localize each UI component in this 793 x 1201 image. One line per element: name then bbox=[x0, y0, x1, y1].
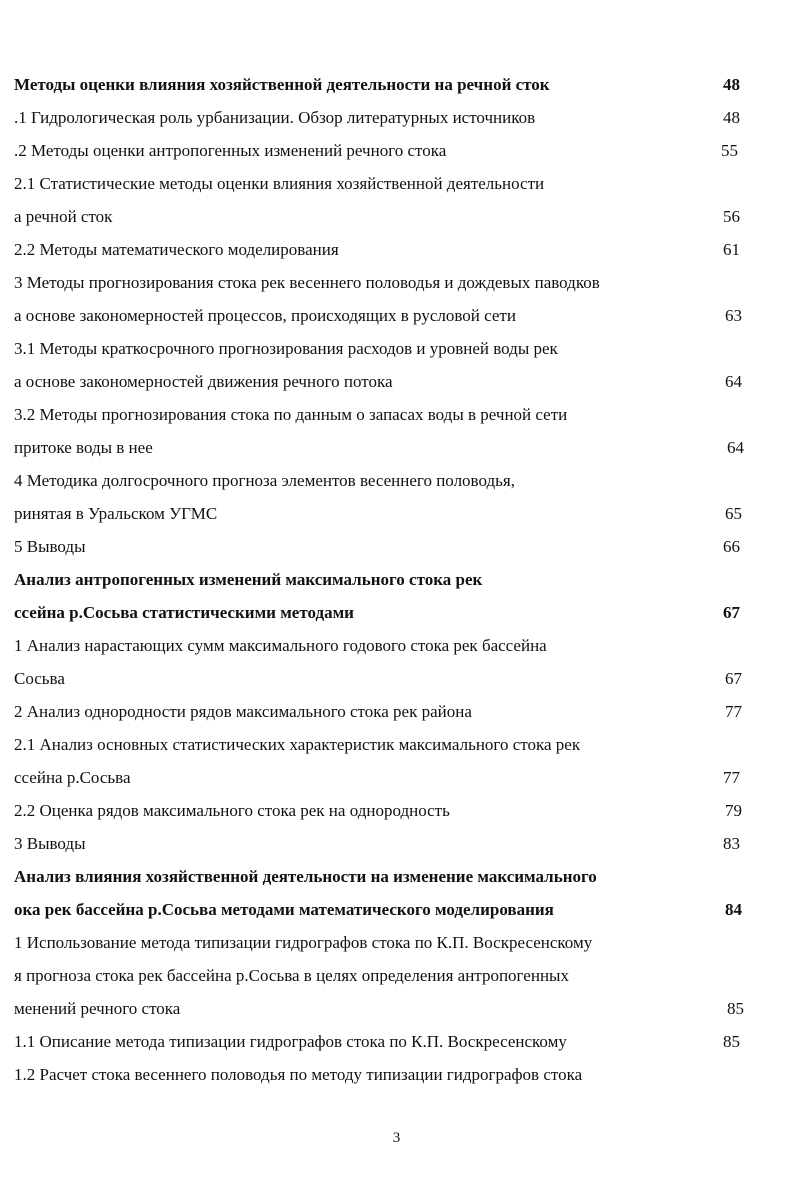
page-number: 3 bbox=[392, 1130, 401, 1146]
toc-entry-title: ринятая в Уральском УГМС bbox=[14, 504, 218, 523]
toc-entry bbox=[0, 598, 793, 628]
toc-entry-title: 5 Выводы bbox=[14, 537, 86, 556]
toc-entry-title: ссейна р.Сосьва статистическими методами bbox=[14, 603, 354, 622]
toc-entry-page: 67 bbox=[723, 603, 740, 622]
toc-entry-title: я прогноза стока рек бассейна р.Сосьва в целях определения антропогенных bbox=[14, 966, 569, 985]
toc-entry-page: 83 bbox=[723, 834, 740, 853]
toc-entry-page: 61 bbox=[723, 240, 740, 259]
toc-entry-title: ока рек бассейна р.Сосьва методами математического моделирования bbox=[14, 900, 554, 919]
toc-entry-title: 1.1 Описание метода типизации гидрографов стока по К.П. Воскресенскому bbox=[14, 1032, 567, 1051]
toc-entry bbox=[0, 532, 793, 562]
toc-entry-title: 2.1 Статистические методы оценки влияния хозяйственной деятельности bbox=[14, 174, 545, 193]
toc-entry-title: 4 Методика долгосрочного прогноза элементов весеннего половодья, bbox=[14, 471, 515, 490]
toc-entry bbox=[0, 466, 793, 496]
toc-entry bbox=[0, 202, 793, 232]
toc-entry-title: 3 Методы прогнозирования стока рек весеннего половодья и дождевых паводков bbox=[14, 273, 600, 292]
toc-entry-title: .2 Методы оценки антропогенных изменений речного стока bbox=[14, 141, 447, 160]
toc-entry bbox=[0, 730, 793, 760]
toc-entry-title: 3.1 Методы краткосрочного прогнозирования расходов и уровней воды рек bbox=[14, 339, 558, 358]
toc-entry-title: .1 Гидрологическая роль урбанизации. Обзор литературных источников bbox=[14, 108, 536, 127]
toc-entry bbox=[0, 565, 793, 595]
toc-entry-title: Анализ влияния хозяйственной деятельности на изменение максимального bbox=[14, 867, 597, 886]
toc-entry-page: 77 bbox=[723, 768, 740, 787]
toc-entry-title: Анализ антропогенных изменений максимального стока рек bbox=[14, 570, 483, 589]
toc-entry-title: 2.1 Анализ основных статистических характеристик максимального стока рек bbox=[14, 735, 581, 754]
toc-entry-title: 1 Использование метода типизации гидрографов стока по К.П. Воскресенскому bbox=[14, 933, 593, 952]
toc-entry-page: 55 bbox=[721, 141, 738, 160]
toc-entry-page: 66 bbox=[723, 537, 740, 556]
toc-entry-page: 48 bbox=[723, 108, 740, 127]
toc-entry-title: 3.2 Методы прогнозирования стока по данным о запасах воды в речной сети bbox=[14, 405, 568, 424]
toc-entry bbox=[0, 697, 793, 727]
toc-entry bbox=[0, 829, 793, 859]
toc-entry-title: Сосьва bbox=[14, 669, 65, 688]
toc-entry-title: менений речного стока bbox=[14, 999, 181, 1018]
toc-entry bbox=[0, 103, 793, 133]
toc-entry-page: 63 bbox=[725, 306, 742, 325]
toc-entry-page: 84 bbox=[725, 900, 742, 919]
toc-entry-title: притоке воды в нее bbox=[14, 438, 153, 457]
toc-entry bbox=[0, 664, 793, 694]
toc-entry bbox=[0, 136, 793, 166]
toc-entry-page: 65 bbox=[725, 504, 742, 523]
toc-entry bbox=[0, 301, 793, 331]
toc-entry bbox=[0, 631, 793, 661]
toc-entry-title: 1 Анализ нарастающих сумм максимального годового стока рек бассейна bbox=[14, 636, 547, 655]
toc-entry bbox=[0, 763, 793, 793]
toc-entry-title: Методы оценки влияния хозяйственной деятельности на речной сток bbox=[14, 75, 550, 94]
toc-entry bbox=[0, 169, 793, 199]
toc-entry bbox=[0, 268, 793, 298]
toc-entry-title: 3 Выводы bbox=[14, 834, 86, 853]
toc-entry bbox=[0, 433, 793, 463]
toc-entry bbox=[0, 367, 793, 397]
toc-entry bbox=[0, 1027, 793, 1057]
toc-entry-page: 79 bbox=[725, 801, 742, 820]
toc-entry-title: а основе закономерностей движения речного потока bbox=[14, 372, 393, 391]
toc-entry-page: 64 bbox=[725, 372, 742, 391]
toc-entry-page: 48 bbox=[723, 75, 740, 94]
toc-entry bbox=[0, 499, 793, 529]
toc-entry-page: 64 bbox=[727, 438, 744, 457]
toc-entry-page: 67 bbox=[725, 669, 742, 688]
toc-entry-page: 85 bbox=[723, 1032, 740, 1051]
toc-entry bbox=[0, 961, 793, 991]
toc-entry-page: 77 bbox=[725, 702, 742, 721]
toc-entry bbox=[0, 334, 793, 364]
toc-entry-title: 2.2 Методы математического моделирования bbox=[14, 240, 339, 259]
toc-entry bbox=[0, 1060, 793, 1090]
toc-entry-title: а основе закономерностей процессов, происходящих в русловой сети bbox=[14, 306, 516, 325]
toc-entry-page: 85 bbox=[727, 999, 744, 1018]
toc-entry bbox=[0, 796, 793, 826]
toc-entry bbox=[0, 895, 793, 925]
toc-entry-title: ссейна р.Сосьва bbox=[14, 768, 131, 787]
toc-entry bbox=[0, 400, 793, 430]
toc-entry bbox=[0, 862, 793, 892]
toc-entry-title: 2.2 Оценка рядов максимального стока рек на однородность bbox=[14, 801, 450, 820]
toc-entry-page: 56 bbox=[723, 207, 740, 226]
toc-entry-title: 2 Анализ однородности рядов максимального стока рек района bbox=[14, 702, 472, 721]
toc-entry bbox=[0, 928, 793, 958]
toc-entry bbox=[0, 994, 793, 1024]
toc-entry bbox=[0, 70, 793, 100]
toc-entry-title: а речной сток bbox=[14, 207, 113, 226]
toc-entry bbox=[0, 235, 793, 265]
toc-entry-title: 1.2 Расчет стока весеннего половодья по методу типизации гидрографов стока bbox=[14, 1065, 583, 1084]
